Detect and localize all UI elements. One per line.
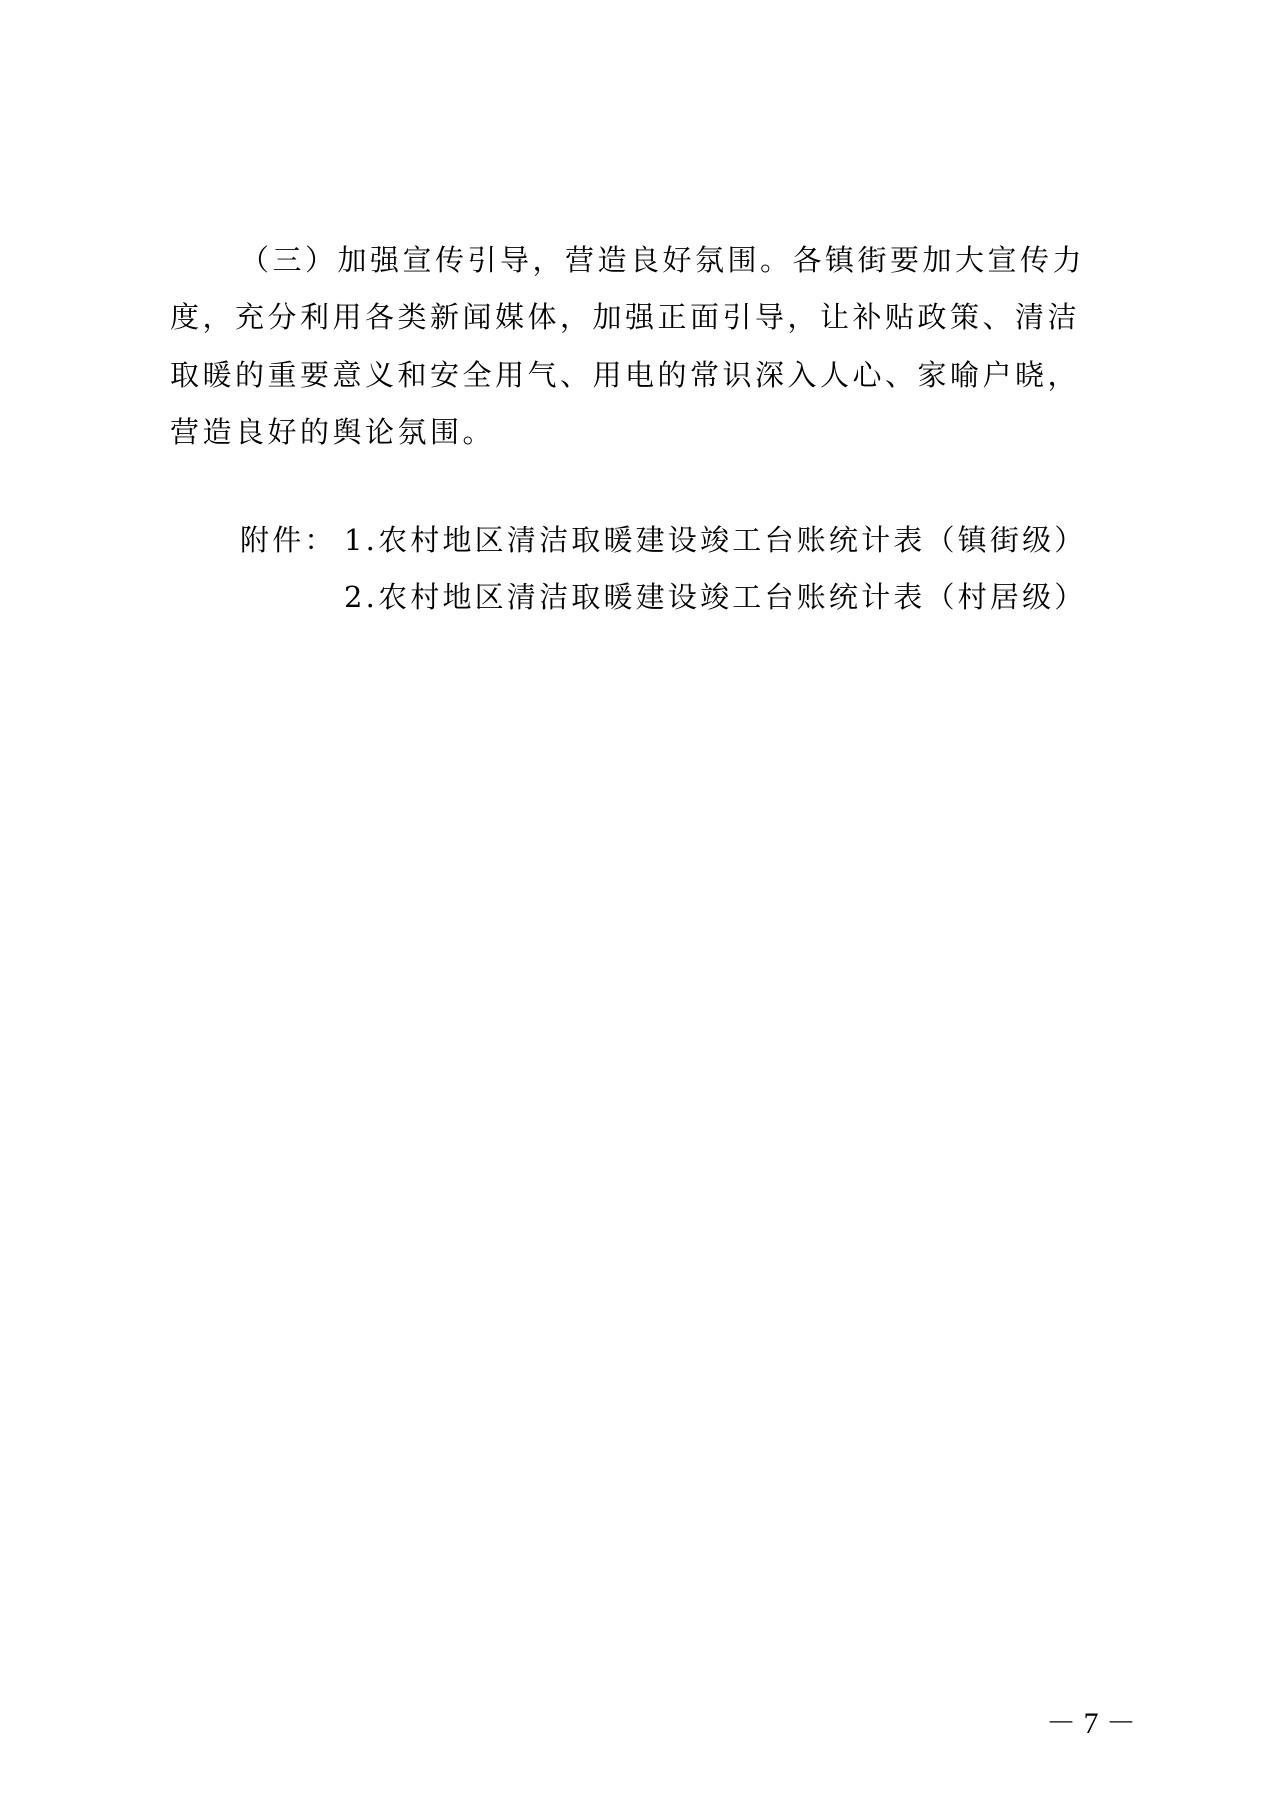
attachment-item-2: 2.农村地区清洁取暖建设竣工台账统计表（村居级） <box>344 580 1087 614</box>
attachment-item-1: 1.农村地区清洁取暖建设竣工台账统计表（镇街级） <box>344 523 1087 557</box>
paragraph-line-1: （三）加强宣传引导，营造良好氛围。各镇街要加大宣传力 <box>240 243 1086 277</box>
paragraph-line-2: 度，充分利用各类新闻媒体，加强正面引导，让补贴政策、清洁 <box>170 300 1081 334</box>
attachments-label: 附件： <box>240 523 337 557</box>
page-number: － 7 － <box>1046 1707 1136 1740</box>
paragraph-line-4: 营造良好的舆论氛围。 <box>170 415 496 449</box>
paragraph-line-3: 取暖的重要意义和安全用气、用电的常识深入人心、家喻户晓， <box>170 358 1081 392</box>
